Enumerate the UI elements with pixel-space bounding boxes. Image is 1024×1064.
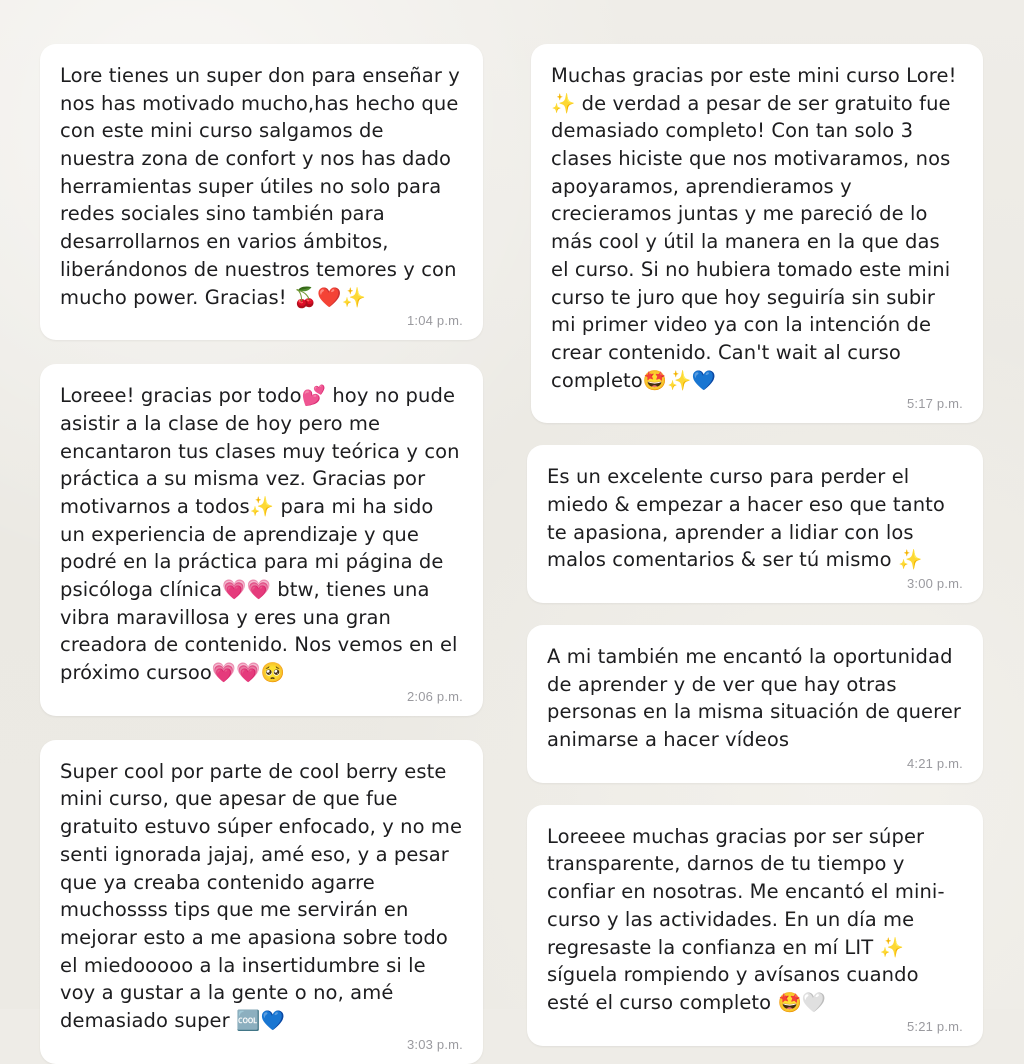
message-text: Super cool por parte de cool berry este mini curso, que apesar de que fue gratuito estuvo súper enfocado, y no me senti ignorada jajaj, amé eso, y a pesar que ya creaba contenido agarre muchossss tips que me servirán en mejorar esto a me apasiona sobre todo el miedooooo a la insertidumbre si le voy a gustar a la gente o no, amé demasiado super 🆒💙 [60,759,469,1032]
message-bubble[interactable] [40,44,483,340]
message-text: Lore tienes un super don para enseñar y nos has motivado mucho,has hecho que con este mini curso salgamos de nuestra zona de confort y nos has dado herramientas super útiles no solo para redes sociales sino también para desarrollarnos en varios ámbitos, liberándonos de nuestros temores y con mucho power. Gracias! 🍒❤️✨ [60,64,467,309]
message-timestamp: 3:03 p.m. [407,1036,463,1052]
message-bubble[interactable] [527,625,983,783]
message-text: Es un excelente curso para perder el miedo & empezar a hacer eso que tanto te apasiona, aprender a lidiar con los malos comentarios & ser tú mismo ✨ [547,465,952,572]
message-bubble[interactable] [40,364,483,716]
message-bubble[interactable] [531,44,983,423]
message-bubble[interactable] [40,740,483,1064]
message-timestamp: 3:00 p.m. [907,576,963,591]
message-text: Loreeee muchas gracias por ser súper transparente, darnos de tu tiempo y confiar en nosotras. Me encantó el mini-curso y las actividades. En un día me regresaste la confianza en mí LIT ✨ síguela rompiendo y avísanos cuando esté el curso completo 🤩🤍 [547,824,945,1014]
right-message-column [527,44,983,1034]
message-text: Muchas gracias por este mini curso Lore!✨ de verdad a pesar de ser gratuito fue demasiado completo! Con tan solo 3 clases hiciste que nos motivaramos, nos apoyaramos, aprendieramos y crecieramos juntas y me pareció de lo más cool y útil la manera en la que das el curso. Si no hubiera tomado este mini curso te juro que hoy seguiría sin subir mi primer video ya con la intención de crear contenido. Can't wait al curso completo🤩✨💙 [551,64,957,392]
message-bubble[interactable] [527,805,983,1046]
message-bubble[interactable] [527,445,983,603]
message-timestamp: 1:04 p.m. [407,313,463,329]
left-message-column [40,44,483,1052]
message-timestamp: 5:17 p.m. [907,396,963,412]
message-text: A mi también me encantó la oportunidad de aprender y de ver que hay otras personas en la misma situación de querer animarse a hacer vídeos [547,645,968,752]
message-timestamp: 2:06 p.m. [407,688,463,704]
message-timestamp: 5:21 p.m. [907,1018,963,1034]
message-timestamp: 4:21 p.m. [907,755,963,771]
message-text: Loreee! gracias por todo💕 hoy no pude asistir a la clase de hoy pero me encantaron tus clases muy teórica y con práctica a su misma vez. Gracias por motivarnos a todos✨ para mi ha sido un experiencia de aprendizaje y que podré en la práctica para mi página de psicóloga clínica💗💗 btw, tienes una vibra maravillosa y eres una gran creadora de contenido. Nos vemos en el próximo cursoo💗💗🥺 [60,384,466,685]
